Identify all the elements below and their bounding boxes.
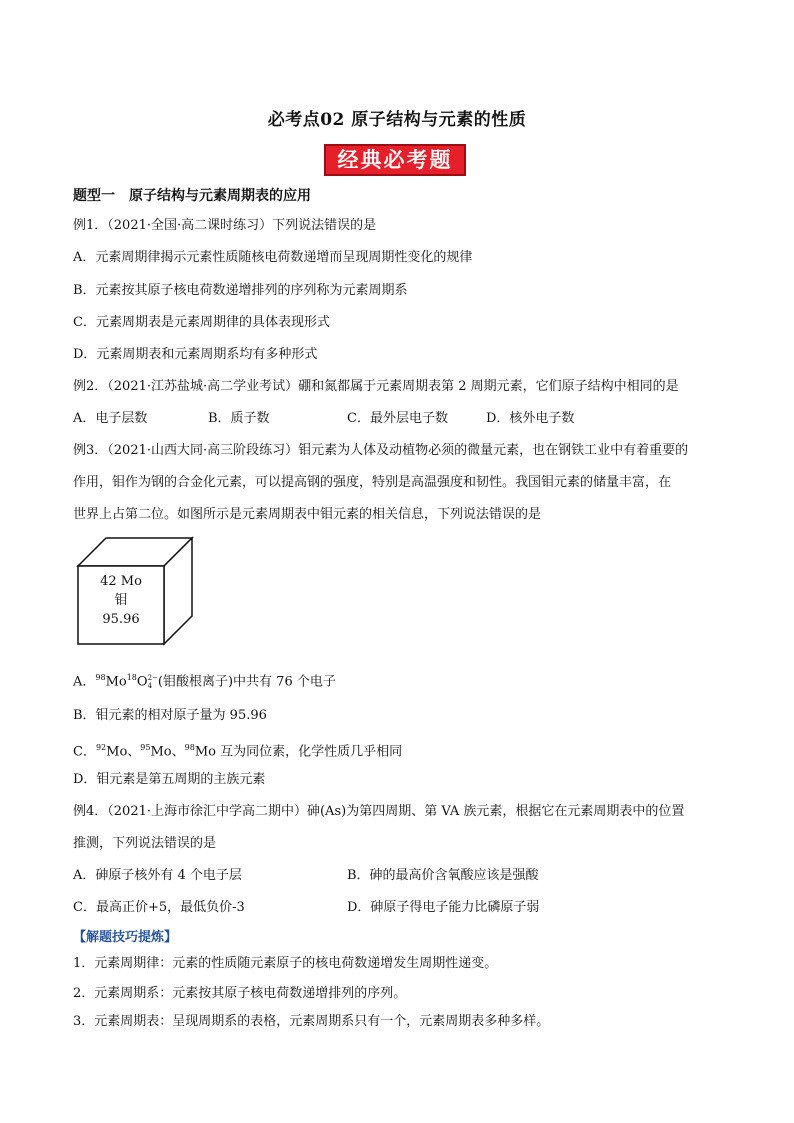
element-name: 钼 — [114, 593, 128, 608]
tips-line-3: 3．元素周期表：呈现周期系的表格，元素周期系只有一个，元素周期表多种多样。 — [73, 1014, 550, 1029]
section-heading: 题型一 原子结构与元素周期表的应用 — [73, 188, 311, 204]
q1-option-b: B．元素按其原子核电荷数递增排列的序列称为元素周期系 — [73, 283, 408, 298]
q4-option-d: D．砷原子得电子能力比磷原子弱 — [347, 900, 540, 915]
q4-option-b: B．砷的最高价含氧酸应该是强酸 — [347, 868, 539, 883]
q3-option-a: A．$^{98}Mo^{18}O2-$ 4 (钼酸根离子)中共有 76 个电子 — [73, 673, 336, 690]
q3-option-c: C．$^{92}$Mo、$^{95}$Mo、$^{98}$Mo 互为同位素，化学性质几乎相同 — [73, 743, 403, 760]
q1-option-a: A．元素周期律揭示元素性质随核电荷数递增而呈现周期性变化的规律 — [73, 250, 473, 265]
element-atomic-mass: 95.96 — [102, 612, 140, 627]
q3-option-d: D．钼元素是第五周期的主族元素 — [73, 772, 266, 787]
page-title: 必考点02 原子结构与元素的性质 — [267, 110, 527, 130]
tips-heading: 【解题技巧提炼】 — [73, 930, 178, 945]
element-info — [78, 572, 164, 629]
q2-option-b: B．质子数 — [208, 411, 270, 426]
classic-exam-badge: 经典必考题 — [324, 144, 466, 176]
q2-option-d: D．核外电子数 — [486, 411, 575, 426]
q4-stem-line-1: 例4．（2021·上海市徐汇中学高二期中）砷(As)为第四周期、第 VA 族元素，根据它在元素周期表中的位置 — [73, 804, 685, 819]
tips-line-1: 1．元素周期律：元素的性质随元素原子的核电荷数递增发生周期性递变。 — [73, 956, 498, 971]
q1-stem: 例1．（2021·全国·高二课时练习）下列说法错误的是 — [73, 218, 377, 233]
q2-option-a: A．电子层数 — [73, 411, 148, 426]
q3-stem-line-1: 例3．（2021·山西大同·高三阶段练习）钼元素为人体及动植物必须的微量元素，也在钢铁工业中有着重要的 — [73, 443, 689, 458]
q1-option-c: C．元素周期表是元素周期律的具体表现形式 — [73, 315, 330, 330]
q2-stem: 例2．（2021·江苏盐城·高二学业考试）硼和氮都属于元素周期表第 2 周期元素，它们原子结构中相同的是 — [73, 379, 679, 394]
tips-line-2: 2．元素周期系：元素按其原子核电荷数递增排列的序列。 — [73, 986, 407, 1001]
q3-stem-line-2: 作用，钼作为钢的合金化元素，可以提高钢的强度，特别是高温强度和韧性。我国钼元素的储量丰富，在 — [73, 475, 672, 490]
element-number-symbol: 42 Mo — [100, 574, 142, 589]
q4-stem-line-2: 推测，下列说法错误的是 — [73, 836, 217, 851]
q3-option-b: B．钼元素的相对原子量为 95.96 — [73, 708, 267, 723]
q4-option-a: A．砷原子核外有 4 个电子层 — [73, 868, 242, 883]
q3-stem-line-3: 世界上占第二位。如图所示是元素周期表中钼元素的相关信息，下列说法错误的是 — [73, 507, 542, 522]
q4-option-c: C．最高正价+5，最低负价-3 — [73, 900, 245, 915]
q2-option-c: C．最外层电子数 — [347, 411, 448, 426]
q1-option-d: D．元素周期表和元素周期系均有多种形式 — [73, 347, 318, 362]
